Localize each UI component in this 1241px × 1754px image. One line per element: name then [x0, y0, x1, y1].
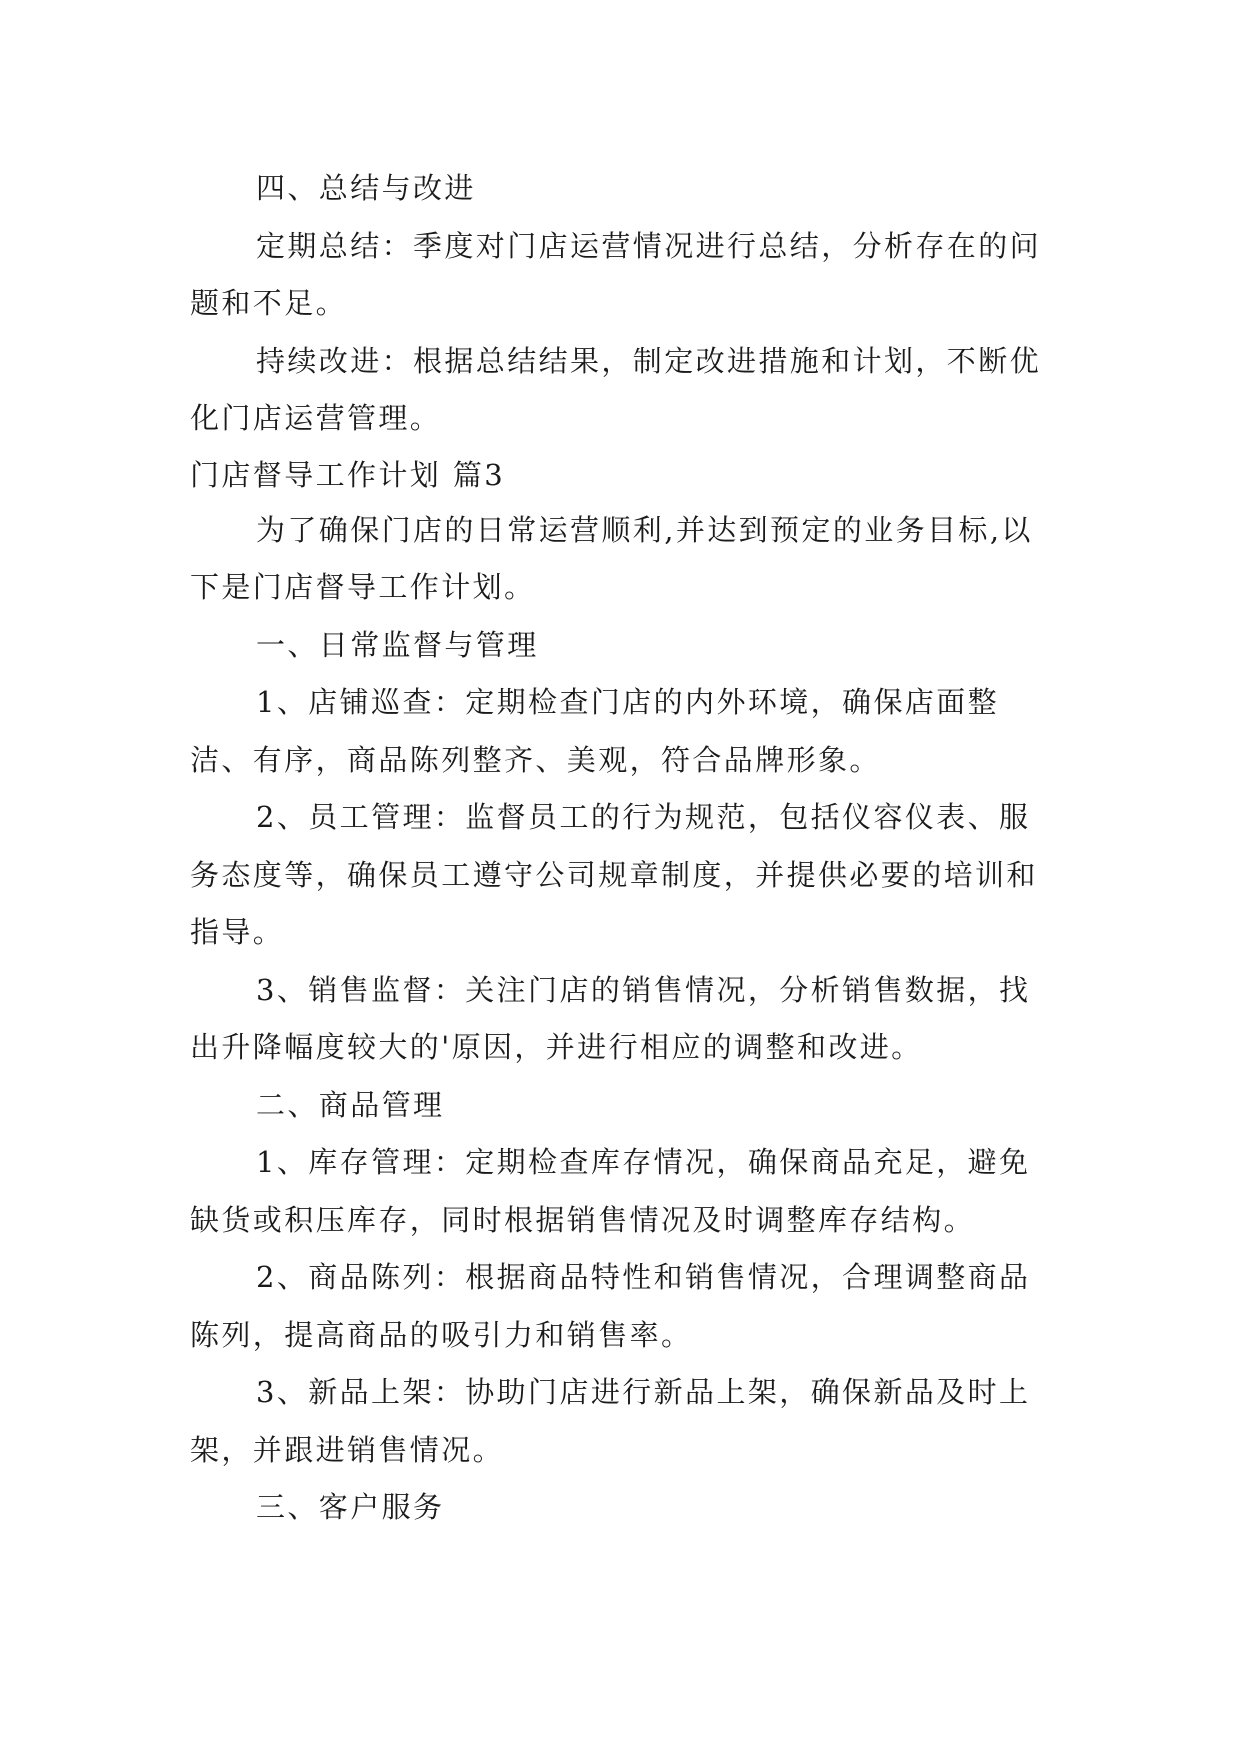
section-heading-summary: 四、总结与改进	[256, 171, 476, 205]
paragraph-intro: 为了确保门店的日常运营顺利,并达到预定的业务目标,以下是门店督导工作计划。	[190, 512, 1033, 604]
paragraph-periodic-summary: 定期总结：季度对门店运营情况进行总结，分析存在的问题和不足。	[190, 228, 1042, 320]
paragraph-inventory-management: 1、库存管理：定期检查库存情况，确保商品充足，避免缺货或积压库存，同时根据销售情况及时调整库存结构。	[190, 1145, 1031, 1237]
section-heading-customer-service: 三、客户服务	[256, 1490, 445, 1524]
paragraph-new-products: 3、新品上架：协助门店进行新品上架，确保新品及时上架，并跟进销售情况。	[190, 1375, 1031, 1467]
section-heading-daily-supervision: 一、日常监督与管理	[256, 627, 539, 662]
paragraph-sales-supervision: 3、销售监督：关注门店的销售情况，分析销售数据，找出升降幅度较大的'原因，并进行相应的调整和改进。	[190, 972, 1031, 1064]
document-page	[190, 160, 1050, 1537]
section-heading-merchandise: 二、商品管理	[256, 1087, 445, 1122]
paragraph-merchandise-display: 2、商品陈列：根据商品特性和销售情况，合理调整商品陈列，提高商品的吸引力和销售率。	[190, 1260, 1031, 1352]
paragraph-store-inspection: 1、店铺巡查：定期检查门店的内外环境，确保店面整洁、有序，商品陈列整齐、美观，符合品牌形象。	[190, 685, 1000, 777]
paragraph-staff-management: 2、员工管理：监督员工的行为规范，包括仪容仪表、服务态度等，确保员工遵守公司规章制度，并提供必要的培训和指导。	[190, 800, 1038, 949]
paragraph-continuous-improvement: 持续改进：根据总结结果，制定改进措施和计划，不断优化门店运营管理。	[190, 343, 1042, 435]
article-title: 门店督导工作计划 篇3	[190, 457, 506, 492]
